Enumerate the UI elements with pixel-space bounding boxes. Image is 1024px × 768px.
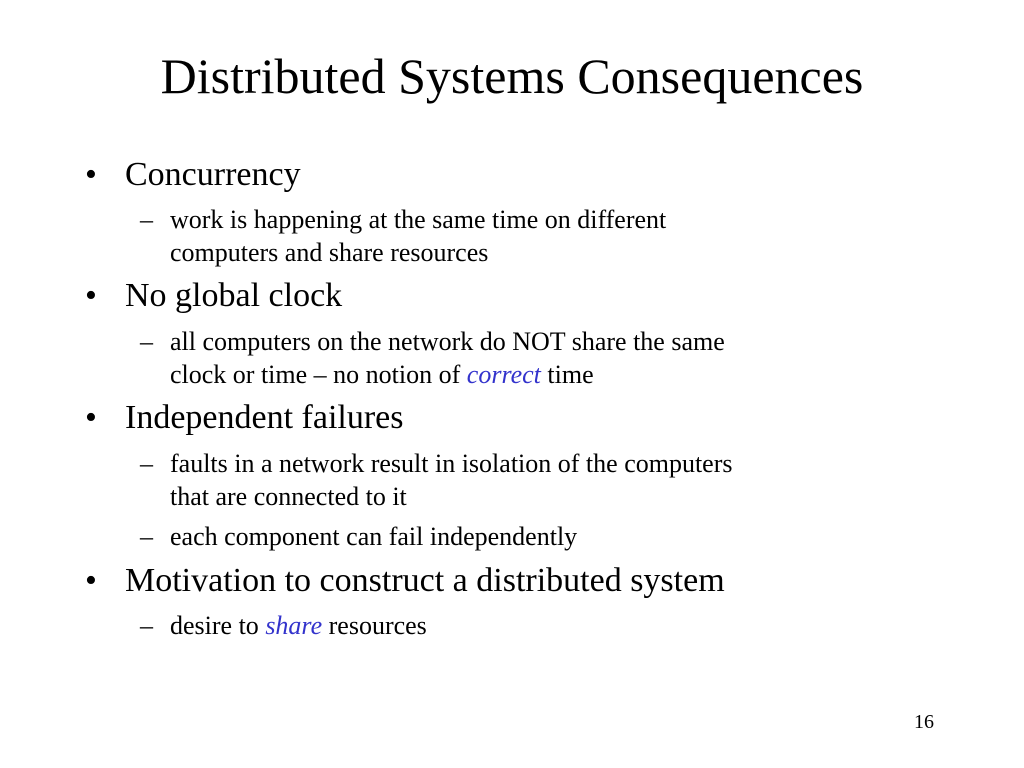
bullet-mark: • xyxy=(85,277,97,314)
sub-bullet-component-failure-text xyxy=(170,520,930,553)
page-number: 16 xyxy=(914,711,934,733)
text-line xyxy=(170,358,930,391)
bullet-mark: • xyxy=(85,399,97,436)
text-line: computers and share resources xyxy=(170,238,489,267)
sub-bullet-concurrency-detail-text xyxy=(170,203,930,269)
text-fragment: desire to xyxy=(170,611,266,640)
bullet-motivation-text: Motivation to construct a distributed system xyxy=(125,562,725,599)
text-line: faults in a network result in isolation of the computers xyxy=(170,449,733,478)
text-line xyxy=(170,609,930,642)
bullet-mark: • xyxy=(85,156,97,193)
sub-bullet-faults-text xyxy=(170,447,930,513)
bullet-no-global-clock-text: No global clock xyxy=(125,277,343,314)
dash-mark: – xyxy=(140,611,153,640)
dash-mark: – xyxy=(140,327,153,356)
sub-bullet-clock-detail-text xyxy=(170,325,930,391)
text-line: work is happening at the same time on different xyxy=(170,205,667,234)
dash-mark: – xyxy=(140,522,153,551)
text-fragment: time xyxy=(540,360,594,389)
text-fragment: clock or time – no notion of xyxy=(170,360,467,389)
emphasized-word-correct: correct xyxy=(466,360,541,389)
dash-mark: – xyxy=(140,449,153,478)
emphasized-word-share: share xyxy=(265,611,323,640)
text-line: each component can fail independently xyxy=(170,522,578,551)
sub-bullet-share-resources-text xyxy=(170,609,930,642)
bullet-concurrency-text: Concurrency xyxy=(125,156,301,193)
slide-title: Distributed Systems Consequences xyxy=(160,48,864,104)
dash-mark: – xyxy=(140,205,153,234)
text-line: all computers on the network do NOT share the same xyxy=(170,327,725,356)
bullet-mark: • xyxy=(85,562,97,599)
text-fragment: resources xyxy=(322,611,427,640)
text-line: that are connected to it xyxy=(170,482,407,511)
bullet-independent-failures-text: Independent failures xyxy=(125,399,404,436)
